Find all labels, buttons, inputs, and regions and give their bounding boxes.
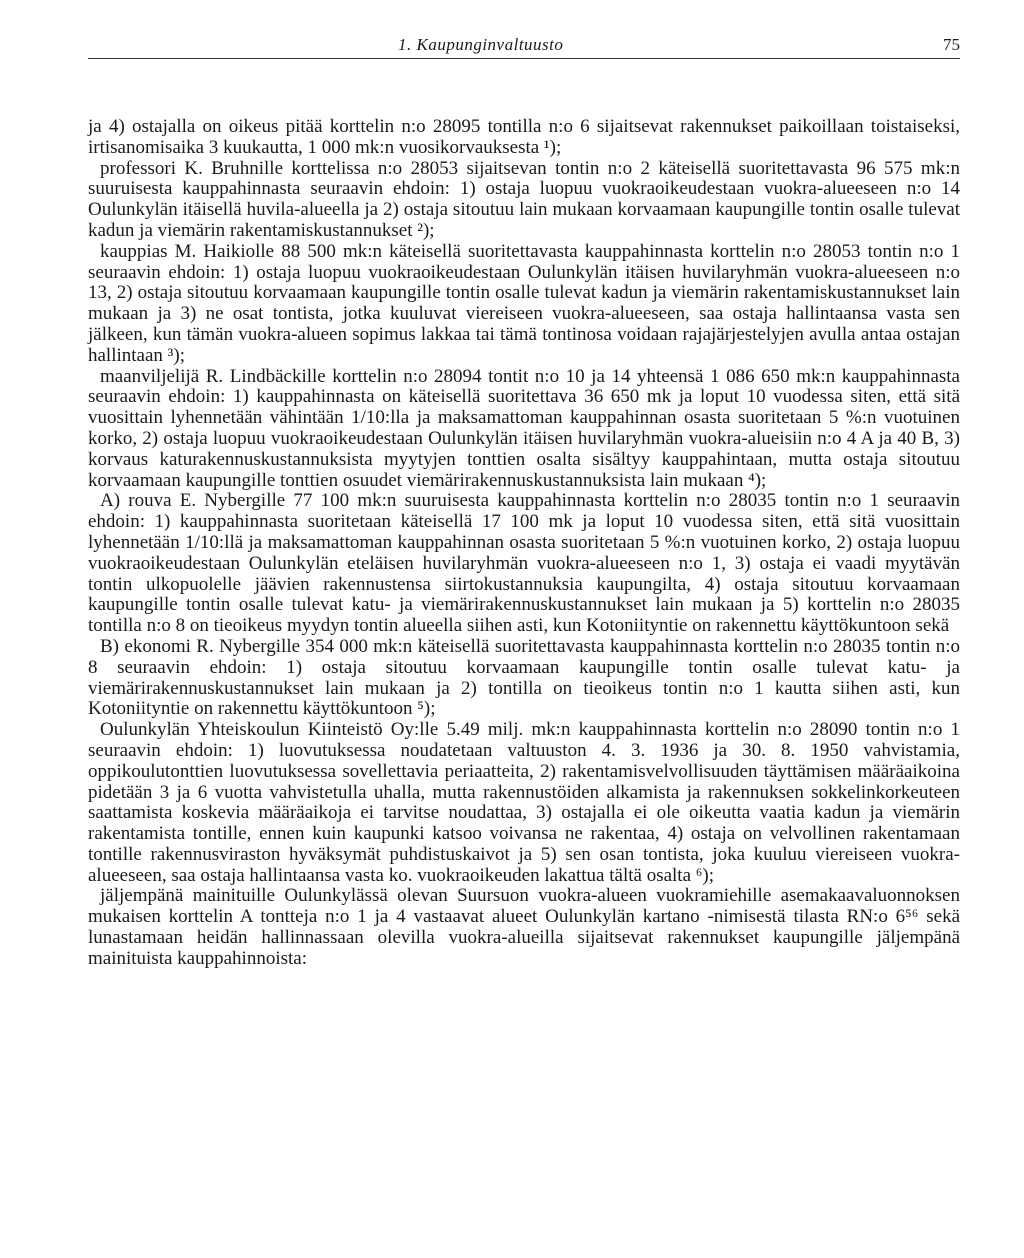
paragraph: professori K. Bruhnille korttelissa n:o 28053 sijaitsevan tontin n:o 2 käteisellä suoritettavasta 96 575 mk:n suuruisesta kauppahinnasta seuraavin ehdoin: 1) ostaja luopuu vuokraoikeudestaan vuokra-alueeseen n:o 14 Oulunkylän itäisellä huvila-alueella ja 2) ostaja sitoutuu lain mukaan korvaamaan kaupungille tontin osalle tulevat kadun ja viemärin rakentamiskustannukset ²); [88,157,960,241]
running-header [88,28,960,59]
body-text [88,117,960,970]
paragraph: kauppias M. Haikiolle 88 500 mk:n käteisellä suoritettavasta kauppahinnasta korttelin n:o 28053 tontin n:o 1 seuraavin ehdoin: 1) ostaja luopuu vuokraoikeudestaan Oulunkylän itäisen huvilaryhmän vuokra-alueeseen n:o 13, 2) ostaja sitoutuu korvaamaan kaupungille tontin osalle tulevat kadun ja viemärin rakentamiskustannukset lain mukaan ja 3) ne osat tontista, jotka kuuluvat viereiseen vuokra-alueeseen, saa ostaja hallintaansa vasta sen jälkeen, kun tämän vuokra-alueen sopimus lakkaa tai tämä tontinosa voidaan rajajärjestelyjen avulla antaa ostajan hallintaan ³); [88,240,960,366]
running-title: 1. Kaupunginvaltuusto [398,35,564,54]
paragraph: maanviljelijä R. Lindbäckille korttelin n:o 28094 tontit n:o 10 ja 14 yhteensä 1 086 650 mk:n kauppahinnasta seuraavin ehdoin: 1) kauppahinnasta on käteisellä suoritettava 36 650 mk ja loput 10 vuodessa siten, että sitä vuosittain lyhennetään vähintään 1/10:lla ja maksamattoman kauppahinnan osasta suoritetaan 5 %:n vuotuinen korko, 2) ostaja luopuu vuokraoikeudestaan Oulunkylän itäisen huvilaryhmän vuokra-alueisiin n:o 4 A ja 40 B, 3) korvaus katurakennuskustannuksista myytyjen tonttien osalta sisältyy kauppahintaan, mutta ostaja sitoutuu korvaamaan kaupungille tonttien osuudet viemärirakennuskustannuksista lain mukaan ⁴); [88,365,960,491]
paragraph: Oulunkylän Yhteiskoulun Kiinteistö Oy:lle 5.49 milj. mk:n kauppahinnasta korttelin n:o 28090 tontin n:o 1 seuraavin ehdoin: 1) luovutuksessa noudatetaan valtuuston 4. 3. 1936 ja 30. 8. 1950 vahvistamia, oppikoulutonttien luovutuksessa sovellettavia periaatteita, 2) rakentamisvelvollisuuden täyttämisen määräaikoina pidetään 3 ja 6 vuotta vahvistetulla uhalla, mutta rakennustöiden alkamista ja rakennuksen sokkelinkorkeuteen saattamista koskevia määräaikoja ei tarvitse noudattaa, 3) ostajalla ei ole oikeutta vaatia kadun ja viemärin rakentamista tontille, ennen kuin kaupunki katsoo voivansa ne rakentaa, 4) ostaja on velvollinen rakentamaan tontille rakennusviraston hyväksymät puhdistuskaivot ja 5) sen osan tontista, joka kuuluu viereiseen vuokra-alueeseen, saa ostaja hallintaansa vasta ko. vuokraoikeuden lakattua tältä osalta ⁶); [88,719,960,886]
document-page [88,28,960,970]
paragraph: A) rouva E. Nybergille 77 100 mk:n suuruisesta kauppahinnasta korttelin n:o 28035 tontin n:o 1 seuraavin ehdoin: 1) kauppahinnasta suoritetaan käteisellä 17 100 mk ja loput 10 vuodessa siten, että sitä vuosittain lyhennetään 1/10:llä ja maksamattoman kauppahinnan osasta suoritetaan 5 %:n vuotuinen korko, 2) ostaja luopuu vuokraoikeudestaan Oulunkylän eteläisen huvilaryhmän vuokra-alueeseen n:o 1, 3) ostaja ei vaadi myytävän tontin ulkopuolelle jäävien rakennustensa siirtokustannuksia kaupungilta, 4) ostaja sitoutuu korvaamaan kaupungille tontin osalle tulevat katu- ja viemärirakennuskustannukset lain mukaan ja 5) korttelin n:o 28035 tontilla n:o 8 on tieoikeus myydyn tontin alueella siihen asti, kun Kotoniityntie on rakennettu käyttökuntoon sekä [88,490,960,637]
paragraph: ja 4) ostajalla on oikeus pitää korttelin n:o 28095 tontilla n:o 6 sijaitsevat rakennukset paikoillaan toistaiseksi, irtisanomisaika 3 kuukautta, 1 000 mk:n vuosikorvauksesta ¹); [88,116,960,158]
page-number: 75 [943,35,960,54]
paragraph: jäljempänä mainituille Oulunkylässä olevan Suursuon vuokra-alueen vuokramiehille asemakaavaluonnoksen mukaisen korttelin A tontteja n:o 1 ja 4 vastaavat alueet Oulunkylän kartano -nimisestä tilasta RN:o 6⁵⁶ sekä lunastamaan heidän hallinnassaan olevilla vuokra-alueilla sijaitsevat rakennukset kaupungille jäljempänä mainituista kauppahinnoista: [88,885,960,969]
paragraph: B) ekonomi R. Nybergille 354 000 mk:n käteisellä suoritettavasta kauppahinnasta korttelin n:o 28035 tontin n:o 8 seuraavin ehdoin: 1) ostaja sitoutuu korvaamaan kaupungille tontin osalle tulevat katu- ja viemärirakennuskustannukset lain mukaan ja 2) tontilla on tieoikeus tontin n:o 1 kautta siihen asti, kun Kotoniityntie on rakennettu käyttökuntoon ⁵); [88,635,960,720]
